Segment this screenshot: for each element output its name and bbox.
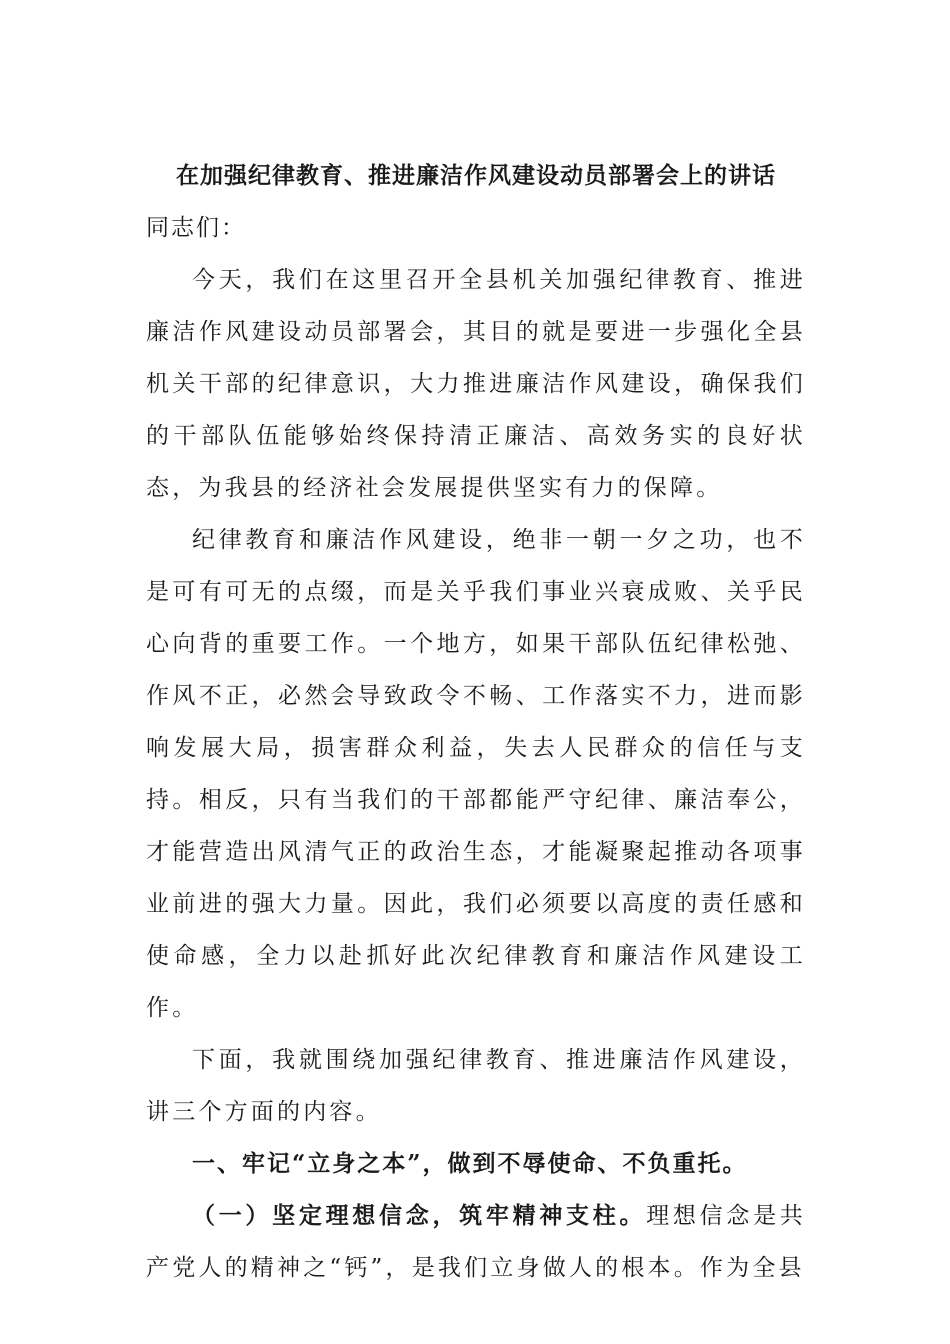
section-heading-1: 一、牢记“立身之本”，做到不辱使命、不负重托。 — [192, 1150, 748, 1177]
paragraph-outline: 下面，我就围绕加强纪律教育、推进廉洁作风建设，讲三个方面的内容。 — [146, 1047, 806, 1125]
salutation: 同志们： — [146, 215, 246, 241]
document-body — [146, 150, 806, 1294]
paragraph-importance: 纪律教育和廉洁作风建设，绝非一朝一夕之功，也不是可有可无的点缀，而是关乎我们事业兴衰成败、关乎民心向背的重要工作。一个地方，如果干部队伍纪律松弛、作风不正，必然会导致政令不畅、工作落实不力，进而影响发展大局，损害群众利益，失去人民群众的信任与支持。相反，只有当我们的干部都能严守纪律、廉洁奉公，才能营造出风清气正的政治生态，才能凝聚起推动各项事业前进的强大力量。因此，我们必须要以高度的责任感和使命感，全力以赴抓好此次纪律教育和廉洁作风建设工作。 — [146, 527, 806, 1021]
subsection-1-text: 理想信念是共产党人的精神之“钙”，是我们立身做人的根本。作为全县 — [146, 1203, 806, 1281]
document-title: 在加强纪律教育、推进廉洁作风建设动员部署会上的讲话 — [176, 162, 776, 189]
subsection-1-lead: （一）坚定理想信念，筑牢精神支柱。 — [192, 1202, 647, 1229]
paragraph-opening: 今天，我们在这里召开全县机关加强纪律教育、推进廉洁作风建设动员部署会，其目的就是要进一步强化全县机关干部的纪律意识，大力推进廉洁作风建设，确保我们的干部队伍能够始终保持清正廉洁、高效务实的良好状态，为我县的经济社会发展提供坚实有力的保障。 — [146, 267, 806, 501]
subsection-1-paragraph — [146, 1190, 806, 1294]
